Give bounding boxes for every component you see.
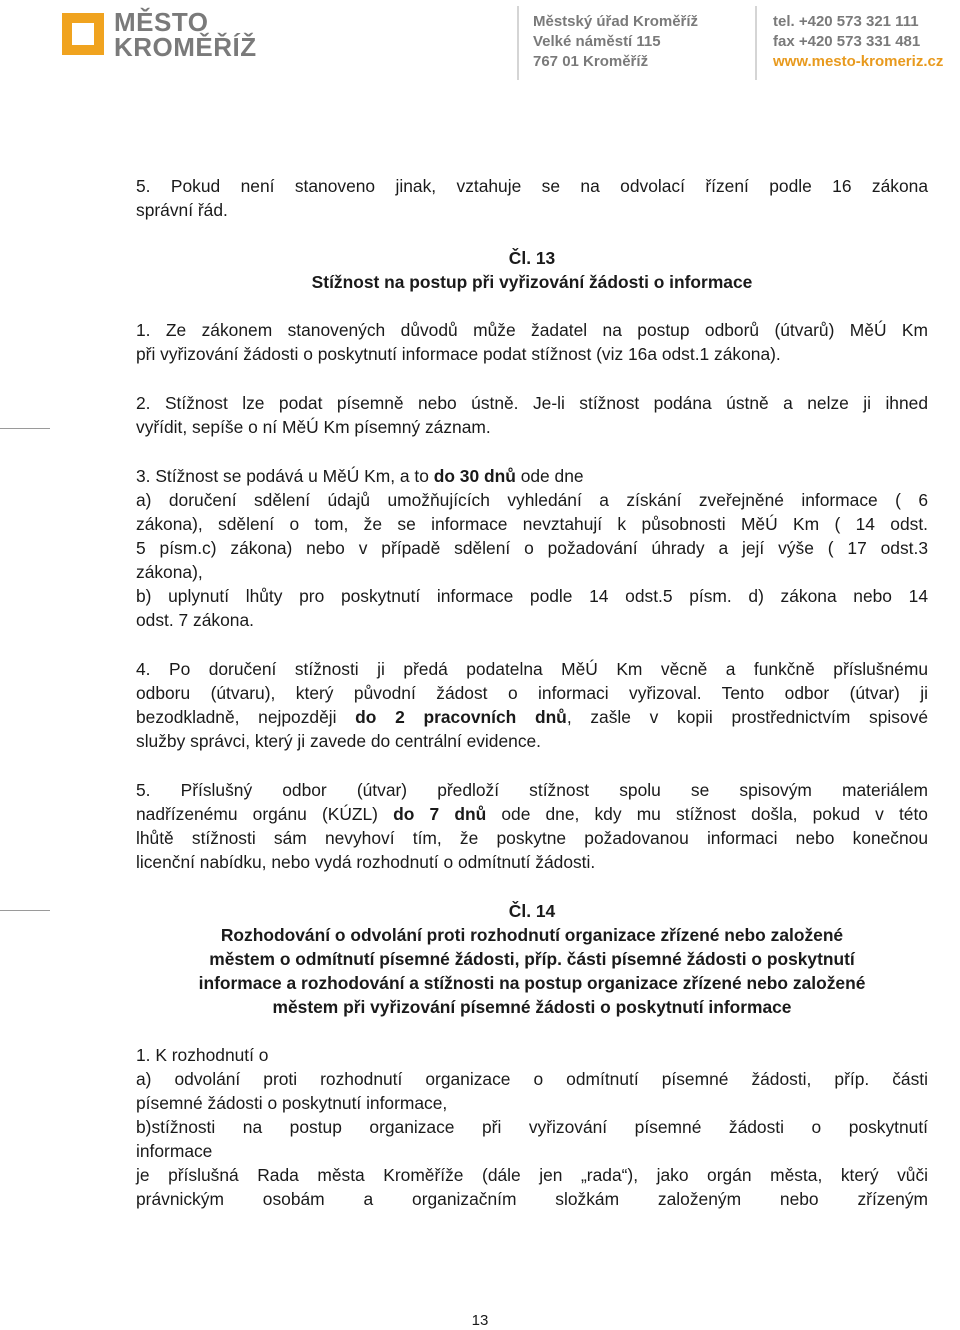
header-divider	[755, 6, 757, 80]
header-divider	[517, 6, 519, 80]
art13-paragraph-3: 3. Stížnost se podává u MěÚ Km, a to do 30 dnů ode dne a) doručení sdělení údajů umožňujících vyhledání a získání zveřejněné informace ( 6 zákona), sdělení o tom, že se informace nevztahují k působnosti MěÚ Km ( 14 odst. 5 písm.c) zákona) nebo v případě sdělení o požadování úhrady a její výše ( 17 odst.3 zákona), b) uplynutí lhůty pro poskytnutí informace podle 14 odst.5 písm. d) zákona nebo 14 odst. 7 zákona.	[136, 466, 928, 630]
office-city: 767 01 Kroměříž	[533, 53, 649, 70]
art13-paragraph-1: 1. Ze zákonem stanovených důvodů může žadatel na postup odborů (útvarů) MěÚ Km při vyřizování žádosti o poskytnutí informace podat stížnost (viz 16a odst.1 zákona).	[136, 320, 928, 364]
office-tel: tel. +420 573 321 111	[773, 13, 919, 30]
margin-mark	[0, 428, 50, 429]
article-number: Čl. 14	[508, 901, 556, 921]
art13-paragraph-2: 2. Stížnost lze podat písemně nebo ústně. Je-li stížnost podána ústně a nelze ji ihned vyřídit, sepíše o ní MěÚ Km písemný záznam.	[136, 393, 928, 437]
office-address	[533, 12, 698, 72]
article-title: Stížnost na postup při vyřizování žádosti o informace	[311, 272, 753, 292]
art14-paragraph-1: 1. K rozhodnutí o a) odvolání proti rozhodnutí organizace o odmítnutí písemné žádosti, příp. části písemné žádosti o poskytnutí informace, b)stížnosti na postup organizace při vyřizování písemné žádosti o poskytnutí informace je příslušná Rada města Kroměříže (dále jen „rada“), jako orgán města, který vůči právnickým osobám a organizačním složkám založeným nebo zřízeným	[136, 1045, 928, 1209]
office-contact	[773, 12, 943, 72]
page-number: 13	[471, 1312, 489, 1329]
article-title: Rozhodování o odvolání proti rozhodnutí organizace zřízené nebo založené	[220, 925, 844, 945]
article-13-heading	[136, 246, 928, 294]
art13-paragraph-5: 5. Příslušný odbor (útvar) předloží stížnost spolu se spisovým materiálem nadřízenému orgánu (KÚZL) do 7 dnů ode dne, kdy mu stížnost došla, pokud v této lhůtě stížnosti sám nevyhoví tím, že poskytne požadovanou informaci nebo konečnou licenční nabídku, nebo vydá rozhodnutí o odmítnutí žádosti.	[136, 780, 928, 872]
logo-line-1: MĚSTO	[114, 7, 209, 37]
city-logo-text	[114, 7, 257, 63]
article-number: Čl. 13	[508, 248, 556, 268]
margin-mark	[0, 910, 50, 911]
office-street: Velké náměstí 115	[533, 33, 661, 50]
article-14-heading: Čl. 14 Rozhodování o odvolání proti rozhodnutí organizace zřízené nebo založené městem o odmítnutí písemné žádosti, příp. části písemné žádosti o poskytnutí informace a rozhodování a stížnosti na postup organizace zřízené nebo založené městem při vyřizování písemné žádosti o poskytnutí informace	[136, 899, 928, 1019]
paragraph-5: 5. Pokud není stanoveno jinak, vztahuje se na odvolací řízení podle 16 zákona správní řád.	[136, 176, 928, 220]
city-logo-mark	[62, 13, 104, 55]
office-web-link[interactable]: www.mesto-kromeriz.cz	[773, 53, 944, 70]
office-name: Městský úřad Kroměříž	[533, 13, 699, 30]
logo-line-2: KROMĚŘÍŽ	[114, 32, 257, 63]
office-fax: fax +420 573 331 481	[773, 33, 921, 50]
art13-paragraph-4: 4. Po doručení stížnosti ji předá podatelna MěÚ Km věcně a funkčně příslušnému odboru (útvaru), který původní žádost o informaci vyřizoval. Tento odbor (útvar) ji bezodkladně, nejpozději do 2 pracovních dnů, zašle v kopii prostřednictvím spisové služby správci, který ji zavede do centrální evidence.	[136, 659, 928, 751]
